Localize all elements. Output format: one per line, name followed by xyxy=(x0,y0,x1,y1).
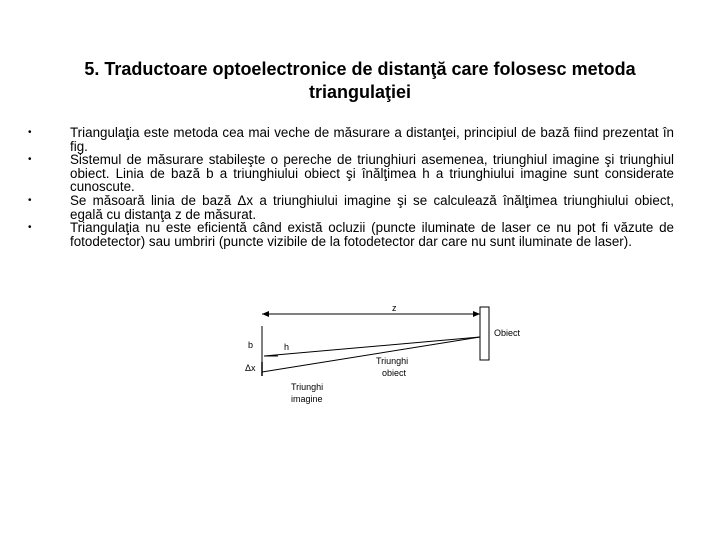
upper-ray xyxy=(264,337,480,356)
z-arrow-right-icon xyxy=(473,311,480,317)
object-triangle-label-line2: obiect xyxy=(382,368,407,378)
dx-label: Δx xyxy=(245,363,256,373)
z-arrow-left-icon xyxy=(262,311,269,317)
bullet-text: Triangulaţia este metoda cea mai veche de măsurare a distanţei, principiul de bază fiind prezentat în fig. xyxy=(70,125,674,154)
b-label: b xyxy=(248,340,254,350)
image-triangle-label-line2: imagine xyxy=(291,394,323,404)
bullet-dot-icon: • xyxy=(28,194,32,206)
h-label: h xyxy=(284,342,290,352)
image-triangle-label-line1: Triunghi xyxy=(291,382,324,392)
z-label: z xyxy=(392,303,397,313)
bullet-text: Triangulaţia nu este eficientă când există ocluzii (puncte iluminate de laser ce nu pot fi văzute de fotodetector) sau umbriri (puncte vizibile de la fotodetector dar care nu sunt iluminate de laser). xyxy=(70,220,674,249)
bullet-text: Sistemul de măsurare stabileşte o pereche de triunghiuri asemenea, triunghiul imagine şi triunghiul obiect. Linia de bază b a triunghiului obiect şi înălţimea h a triunghiului imagine sunt considerate cunoscute. xyxy=(70,152,674,195)
bullet-dot-icon: • xyxy=(28,127,32,138)
bullet-dot-icon: • xyxy=(28,154,32,166)
object-triangle-label-line1: Triunghi xyxy=(376,356,409,366)
lower-ray xyxy=(262,337,480,372)
object-label: Obiect xyxy=(494,328,521,338)
bullet-text: Se măsoară linia de bază Δx a triunghiului imagine şi se calculează înălţimea triunghiului obiect, egală cu distanţa z de măsurat. xyxy=(70,192,674,222)
slide-title: 5. Traductoare optoelectronice de distanţă care folosesc metoda triangulaţiei xyxy=(84,59,636,102)
object-block xyxy=(480,307,489,360)
bullet-dot-icon: • xyxy=(28,222,32,234)
